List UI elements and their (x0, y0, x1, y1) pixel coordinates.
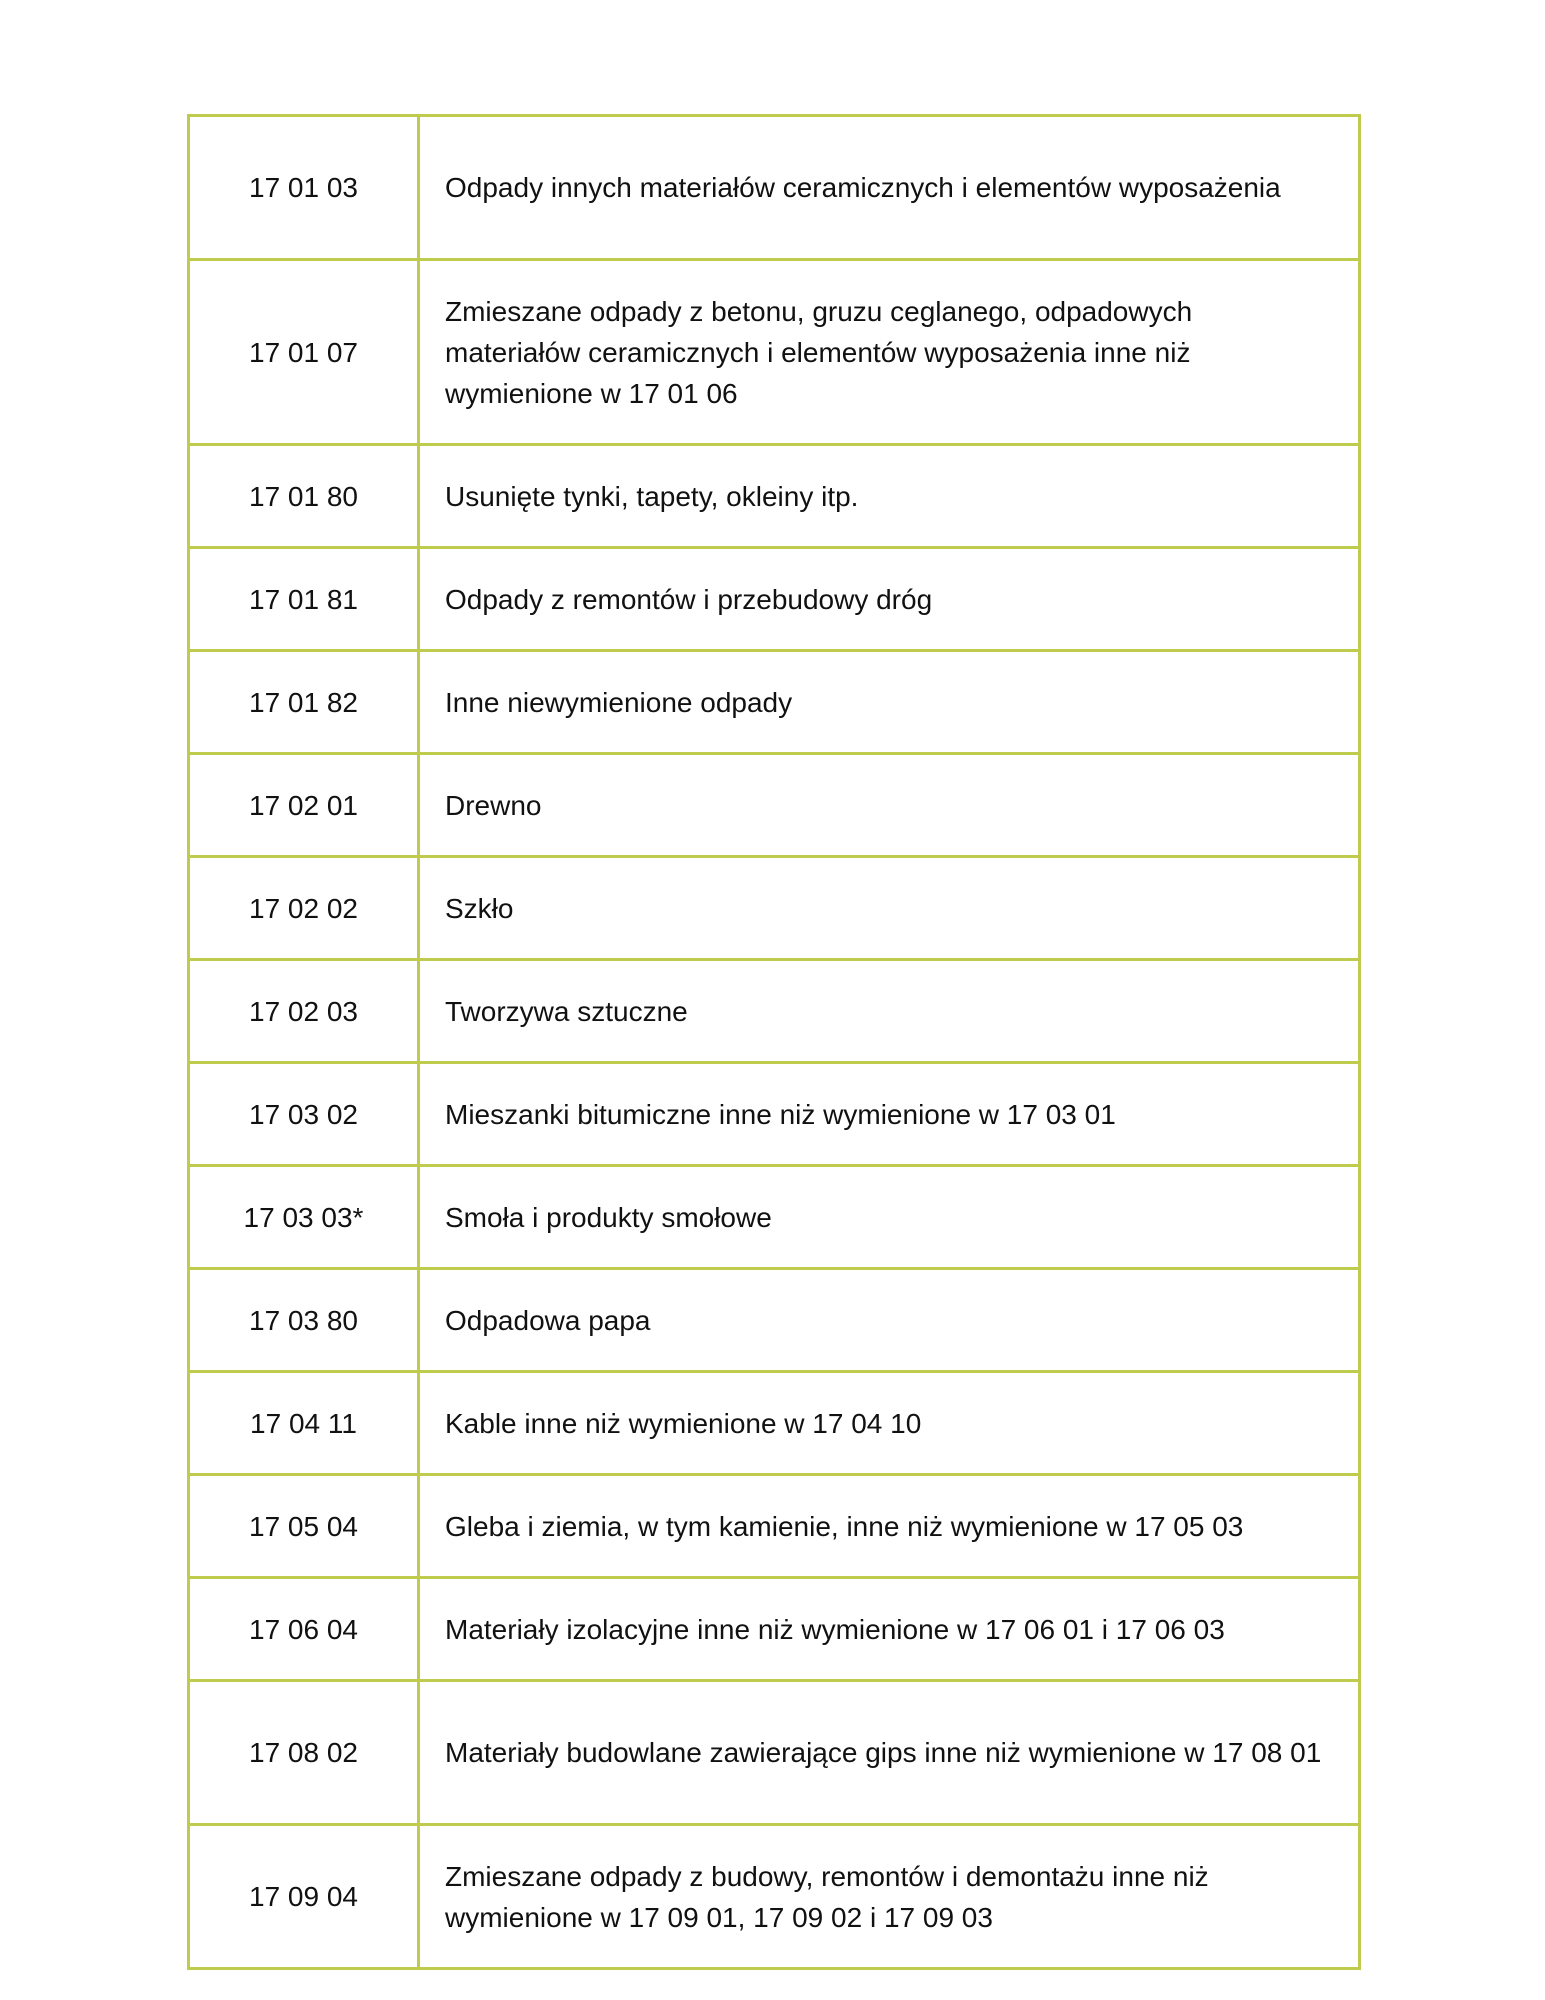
waste-code-cell: 17 01 07 (189, 260, 419, 445)
waste-description-cell: Materiały izolacyjne inne niż wymienione w 17 06 01 i 17 06 03 (419, 1578, 1360, 1681)
waste-code-cell: 17 02 02 (189, 857, 419, 960)
table-row (189, 548, 1360, 651)
waste-code-cell: 17 06 04 (189, 1578, 419, 1681)
waste-description-cell: Usunięte tynki, tapety, okleiny itp. (419, 445, 1360, 548)
waste-code-cell: 17 01 81 (189, 548, 419, 651)
waste-code-cell: 17 08 02 (189, 1681, 419, 1825)
waste-code-cell: 17 09 04 (189, 1825, 419, 1969)
table-row (189, 1063, 1360, 1166)
waste-description-cell: Odpady innych materiałów ceramicznych i elementów wyposażenia (419, 116, 1360, 260)
waste-code-cell: 17 01 80 (189, 445, 419, 548)
waste-description-cell: Gleba i ziemia, w tym kamienie, inne niż wymienione w 17 05 03 (419, 1475, 1360, 1578)
table-row (189, 1475, 1360, 1578)
waste-code-cell: 17 01 82 (189, 651, 419, 754)
waste-description-cell: Inne niewymienione odpady (419, 651, 1360, 754)
table-row (189, 1372, 1360, 1475)
table-row (189, 1681, 1360, 1825)
table-row (189, 445, 1360, 548)
table-row (189, 651, 1360, 754)
waste-description-cell: Szkło (419, 857, 1360, 960)
waste-code-cell: 17 04 11 (189, 1372, 419, 1475)
table-row (189, 260, 1360, 445)
waste-code-cell: 17 02 03 (189, 960, 419, 1063)
waste-description-cell: Zmieszane odpady z budowy, remontów i demontażu inne niż wymienione w 17 09 01, 17 09 02 i 17 09 03 (419, 1825, 1360, 1969)
table-row (189, 1166, 1360, 1269)
table-row (189, 1825, 1360, 1969)
waste-description-cell: Zmieszane odpady z betonu, gruzu ceglanego, odpadowych materiałów ceramicznych i elementów wyposażenia inne niż wymienione w 17 01 06 (419, 260, 1360, 445)
waste-description-cell: Drewno (419, 754, 1360, 857)
table-row (189, 116, 1360, 260)
waste-code-cell: 17 01 03 (189, 116, 419, 260)
waste-description-cell: Odpadowa papa (419, 1269, 1360, 1372)
waste-code-cell: 17 05 04 (189, 1475, 419, 1578)
waste-description-cell: Mieszanki bitumiczne inne niż wymienione w 17 03 01 (419, 1063, 1360, 1166)
waste-codes-table (187, 114, 1361, 1970)
waste-code-cell: 17 03 80 (189, 1269, 419, 1372)
waste-description-cell: Materiały budowlane zawierające gips inne niż wymienione w 17 08 01 (419, 1681, 1360, 1825)
waste-code-cell: 17 02 01 (189, 754, 419, 857)
table-row (189, 754, 1360, 857)
waste-code-cell: 17 03 03* (189, 1166, 419, 1269)
waste-code-cell: 17 03 02 (189, 1063, 419, 1166)
table-row (189, 960, 1360, 1063)
waste-description-cell: Smoła i produkty smołowe (419, 1166, 1360, 1269)
waste-description-cell: Kable inne niż wymienione w 17 04 10 (419, 1372, 1360, 1475)
waste-description-cell: Tworzywa sztuczne (419, 960, 1360, 1063)
table-row (189, 1269, 1360, 1372)
waste-description-cell: Odpady z remontów i przebudowy dróg (419, 548, 1360, 651)
table-row (189, 857, 1360, 960)
table-row (189, 1578, 1360, 1681)
